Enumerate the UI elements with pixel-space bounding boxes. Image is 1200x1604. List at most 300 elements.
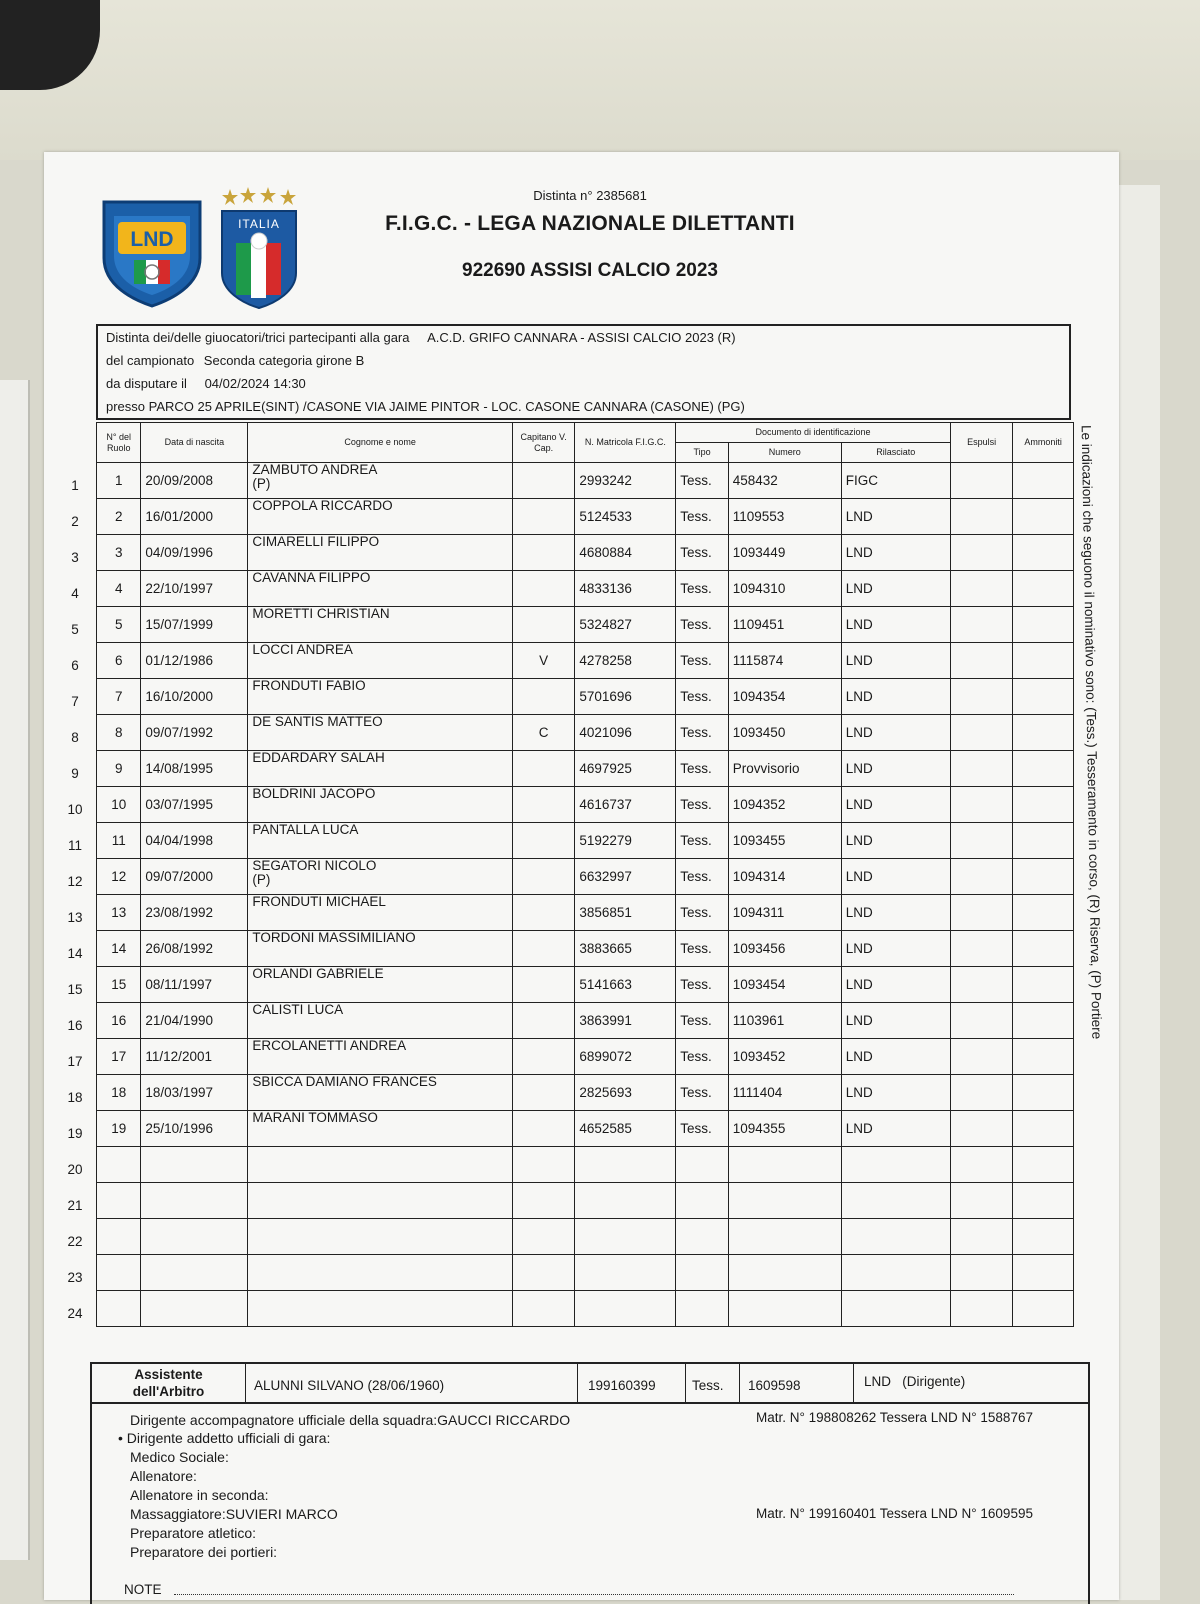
player-role-tag: (P) [252,476,271,491]
player-name: COPPOLA RICCARDO [252,498,393,513]
col-nascita: Data di nascita [141,423,248,463]
lnd-logo [100,198,204,308]
tipo-cell: Tess. [676,1111,728,1147]
ammoniti-cell [1013,1039,1074,1075]
numero-cell: 1093454 [728,967,841,1003]
assistente-tipo: Tess. [686,1364,740,1402]
table-row [97,535,1074,571]
capitano-cell [512,679,575,715]
tipo-cell: Tess. [676,931,728,967]
row-number: 17 [67,1054,83,1069]
note-line [174,1594,1014,1595]
nascita-cell: 16/10/2000 [141,679,248,715]
numero-cell: 1093450 [728,715,841,751]
ruolo-cell: 16 [97,1003,141,1039]
col-matricola: N. Matricola F.I.G.C. [575,423,676,463]
empty-cell [97,1219,141,1255]
table-row [97,1111,1074,1147]
numero-cell: 1109451 [728,607,841,643]
player-role-tag: (P) [252,872,271,887]
empty-cell [575,1147,676,1183]
empty-cell [841,1183,950,1219]
campionato-value: Seconda categoria girone B [203,353,365,368]
nome-cell [248,823,512,859]
numero-cell: Provvisorio [728,751,841,787]
matricola-cell: 5141663 [575,967,676,1003]
espulsi-cell [950,967,1013,1003]
empty-cell [676,1147,728,1183]
capitano-cell: C [512,715,575,751]
numero-cell: 458432 [728,463,841,499]
assistente-rilasciato: LND (Dirigente) [864,1374,966,1389]
capitano-cell [512,1003,575,1039]
ammoniti-cell [1013,499,1074,535]
ammoniti-cell [1013,463,1074,499]
nome-cell [248,859,512,895]
row-number: 15 [67,982,83,997]
nascita-cell: 08/11/1997 [141,967,248,1003]
numero-cell: 1093455 [728,823,841,859]
nome-cell [248,607,512,643]
tipo-cell: Tess. [676,463,728,499]
espulsi-cell [950,607,1013,643]
nascita-cell: 25/10/1996 [141,1111,248,1147]
row-number: 4 [71,586,79,601]
matricola-cell: 5124533 [575,499,676,535]
espulsi-cell [950,1075,1013,1111]
ammoniti-cell [1013,751,1074,787]
nascita-cell: 14/08/1995 [141,751,248,787]
numero-cell: 1094310 [728,571,841,607]
matricola-cell: 4278258 [575,643,676,679]
empty-cell [841,1291,950,1327]
rilasciato-cell: LND [841,679,950,715]
matricola-cell: 4680884 [575,535,676,571]
player-name: PANTALLA LUCA [252,822,359,837]
data-line [106,376,306,391]
row-number: 21 [67,1198,83,1213]
table-row [97,859,1074,895]
empty-cell [97,1255,141,1291]
ruolo-cell: 2 [97,499,141,535]
empty-cell [575,1183,676,1219]
matricola-cell: 6899072 [575,1039,676,1075]
player-name: SBICCA DAMIANO FRANCES [252,1074,437,1089]
ammoniti-cell [1013,535,1074,571]
empty-cell [512,1183,575,1219]
player-name: CIMARELLI FILIPPO [252,534,380,549]
tipo-cell: Tess. [676,679,728,715]
col-documento: Documento di identificazione [676,423,951,443]
espulsi-cell [950,499,1013,535]
nascita-cell: 18/03/1997 [141,1075,248,1111]
nascita-cell: 15/07/1999 [141,607,248,643]
numero-cell: 1109553 [728,499,841,535]
nome-cell [248,463,512,499]
empty-cell [950,1255,1013,1291]
table-row [97,643,1074,679]
rilasciato-cell: LND [841,931,950,967]
empty-row [97,1255,1074,1291]
empty-cell [97,1291,141,1327]
ruolo-cell: 11 [97,823,141,859]
assistente-nome: ALUNNI SILVANO (28/06/1960) [246,1364,578,1402]
tipo-cell: Tess. [676,823,728,859]
numero-cell: 1111404 [728,1075,841,1111]
empty-cell [728,1183,841,1219]
espulsi-cell [950,535,1013,571]
background-wall [0,0,1200,160]
table-row [97,823,1074,859]
ruolo-cell: 4 [97,571,141,607]
espulsi-cell [950,1039,1013,1075]
numero-cell: 1094354 [728,679,841,715]
row-number: 2 [71,514,79,529]
player-name: FRONDUTI MICHAEL [252,894,386,909]
player-name: MARANI TOMMASO [252,1110,378,1125]
espulsi-cell [950,643,1013,679]
row-number-column [58,466,92,1330]
nome-cell [248,679,512,715]
matricola-cell: 4021096 [575,715,676,751]
player-name: EDDARDARY SALAH [252,750,385,765]
matricola-cell: 4652585 [575,1111,676,1147]
empty-cell [841,1147,950,1183]
empty-cell [950,1291,1013,1327]
numero-cell: 1093456 [728,931,841,967]
empty-row [97,1219,1074,1255]
player-name: ORLANDI GABRIELE [252,966,384,981]
row-number: 18 [67,1090,83,1105]
empty-cell [512,1291,575,1327]
empty-cell [141,1291,248,1327]
stars-icon [222,187,296,205]
addetto-text: • Dirigente addetto ufficiali di gara: [118,1430,331,1446]
nascita-cell: 26/08/1992 [141,931,248,967]
row-number: 7 [71,694,79,709]
table-row [97,1003,1074,1039]
empty-cell [1013,1219,1074,1255]
numero-cell: 1093449 [728,535,841,571]
ruolo-cell: 15 [97,967,141,1003]
row-number: 14 [67,946,83,961]
tipo-cell: Tess. [676,1075,728,1111]
empty-cell [728,1219,841,1255]
row-number: 10 [67,802,83,817]
ammoniti-cell [1013,859,1074,895]
nome-cell [248,499,512,535]
empty-cell [575,1219,676,1255]
gara-line [106,330,736,345]
espulsi-cell [950,823,1013,859]
empty-cell [512,1255,575,1291]
table-row [97,679,1074,715]
espulsi-cell [950,931,1013,967]
row-number: 20 [67,1162,83,1177]
nascita-cell: 11/12/2001 [141,1039,248,1075]
dirigente-text: Dirigente accompagnatore ufficiale della squadra:GAUCCI RICCARDO [130,1412,571,1428]
player-name: CAVANNA FILIPPO [252,570,371,585]
note-label: NOTE [124,1582,162,1597]
nome-cell [248,1075,512,1111]
table-row [97,967,1074,1003]
ruolo-cell: 9 [97,751,141,787]
col-ammoniti: Ammoniti [1013,423,1074,463]
capitano-cell [512,499,575,535]
distinta-number: Distinta n° 2385681 [533,188,647,203]
side-legend: Le indicazioni che seguono il nominativo sono: (Tess.) Tesseramento in corso, (R) Riserva, (P) Portiere [1078,424,1105,1040]
preparatore-text: Preparatore atletico: [130,1525,257,1541]
row-number: 13 [67,910,83,925]
rilasciato-cell: LND [841,859,950,895]
tipo-cell: Tess. [676,607,728,643]
ruolo-cell: 1 [97,463,141,499]
player-name: LOCCI ANDREA [252,642,353,657]
preparatore-portieri-text: Preparatore dei portieri: [130,1544,278,1560]
numero-cell: 1115874 [728,643,841,679]
empty-cell [248,1219,512,1255]
empty-cell [575,1291,676,1327]
campionato-label: del campionato [106,353,195,368]
capitano-cell [512,1111,575,1147]
empty-cell [1013,1291,1074,1327]
table-row [97,931,1074,967]
nome-cell [248,1111,512,1147]
espulsi-cell [950,571,1013,607]
rilasciato-cell: LND [841,607,950,643]
assistente-matricola: 199160399 [578,1364,686,1402]
empty-cell [248,1183,512,1219]
matricola-cell: 5324827 [575,607,676,643]
matricola-cell: 4616737 [575,787,676,823]
rilasciato-cell: LND [841,895,950,931]
tipo-cell: Tess. [676,751,728,787]
player-name: BOLDRINI JACOPO [252,786,376,801]
espulsi-cell [950,751,1013,787]
empty-cell [1013,1255,1074,1291]
espulsi-cell [950,1003,1013,1039]
campionato-line [106,353,364,368]
empty-row [97,1291,1074,1327]
empty-cell [1013,1147,1074,1183]
row-number: 24 [67,1306,83,1321]
tipo-cell: Tess. [676,1039,728,1075]
nome-cell [248,931,512,967]
nascita-cell: 04/09/1996 [141,535,248,571]
background-paper-edge [1118,185,1160,1600]
rilasciato-cell: LND [841,715,950,751]
team-title: 922690 ASSISI CALCIO 2023 [462,260,718,281]
empty-cell [728,1255,841,1291]
row-number: 23 [67,1270,83,1285]
table-row [97,499,1074,535]
espulsi-cell [950,859,1013,895]
player-name: DE SANTIS MATTEO [252,714,383,729]
ammoniti-cell [1013,1111,1074,1147]
capitano-cell [512,607,575,643]
row-number: 1 [71,478,79,493]
ruolo-cell: 17 [97,1039,141,1075]
empty-cell [841,1219,950,1255]
tipo-cell: Tess. [676,895,728,931]
player-name: ZAMBUTO ANDREA [252,462,378,477]
ruolo-cell: 5 [97,607,141,643]
row-number: 8 [71,730,79,745]
nome-cell [248,1003,512,1039]
matricola-cell: 3883665 [575,931,676,967]
capitano-cell [512,463,575,499]
empty-cell [728,1291,841,1327]
table-row [97,571,1074,607]
tipo-cell: Tess. [676,499,728,535]
assistente-numero: 1609598 [740,1364,854,1402]
nascita-cell: 04/04/1998 [141,823,248,859]
assistente-label: Assistente dell'Arbitro [92,1364,246,1402]
rilasciato-cell: FIGC [841,463,950,499]
empty-cell [248,1255,512,1291]
rilasciato-cell: LND [841,1003,950,1039]
numero-cell: 1093452 [728,1039,841,1075]
gara-value: A.C.D. GRIFO CANNARA - ASSISI CALCIO 2023 (R) [427,330,736,345]
nascita-cell: 23/08/1992 [141,895,248,931]
nascita-cell: 20/09/2008 [141,463,248,499]
nascita-cell: 03/07/1995 [141,787,248,823]
tipo-cell: Tess. [676,643,728,679]
data-label: da disputare il [106,376,187,391]
empty-cell [1013,1183,1074,1219]
ammoniti-cell [1013,895,1074,931]
player-name: FRONDUTI FABIO [252,678,366,693]
numero-cell: 1094311 [728,895,841,931]
ammoniti-cell [1013,607,1074,643]
col-rilasciato: Rilasciato [841,443,950,463]
ruolo-cell: 12 [97,859,141,895]
espulsi-cell [950,1111,1013,1147]
matricola-cell: 6632997 [575,859,676,895]
nascita-cell: 09/07/2000 [141,859,248,895]
numero-cell: 1103961 [728,1003,841,1039]
ammoniti-cell [1013,571,1074,607]
nome-cell [248,1039,512,1075]
empty-row [97,1183,1074,1219]
empty-cell [97,1183,141,1219]
espulsi-cell [950,787,1013,823]
espulsi-cell [950,679,1013,715]
empty-cell [676,1291,728,1327]
tipo-cell: Tess. [676,859,728,895]
numero-cell: 1094352 [728,787,841,823]
matricola-cell: 5192279 [575,823,676,859]
ammoniti-cell [1013,643,1074,679]
nascita-cell: 09/07/1992 [141,715,248,751]
empty-cell [841,1255,950,1291]
table-row [97,751,1074,787]
table-row [97,895,1074,931]
table-row [97,1075,1074,1111]
rilasciato-cell: LND [841,1039,950,1075]
row-number: 9 [71,766,79,781]
espulsi-cell [950,715,1013,751]
capitano-cell [512,535,575,571]
empty-cell [512,1219,575,1255]
ammoniti-cell [1013,931,1074,967]
empty-cell [950,1147,1013,1183]
nome-cell [248,751,512,787]
rilasciato-cell: LND [841,751,950,787]
tipo-cell: Tess. [676,571,728,607]
espulsi-cell [950,463,1013,499]
empty-cell [248,1147,512,1183]
player-name: CALISTI LUCA [252,1002,344,1017]
row-number: 16 [67,1018,83,1033]
empty-cell [141,1183,248,1219]
numero-cell: 1094314 [728,859,841,895]
empty-cell [950,1219,1013,1255]
empty-cell [141,1147,248,1183]
match-info-box [96,324,1071,420]
matricola-cell: 5701696 [575,679,676,715]
nome-cell [248,715,512,751]
matricola-cell: 4697925 [575,751,676,787]
allenatore-text: Allenatore: [130,1468,197,1484]
ammoniti-cell [1013,967,1074,1003]
col-capitano: Capitano V. Cap. [512,423,575,463]
assistente-row [90,1362,1090,1404]
player-name: SEGATORI NICOLO [252,858,377,873]
table-row [97,787,1074,823]
table-row [97,607,1074,643]
lnd-logo-text: LND [130,228,174,251]
empty-cell [950,1183,1013,1219]
nome-cell [248,895,512,931]
empty-cell [676,1219,728,1255]
nascita-cell: 01/12/1986 [141,643,248,679]
tipo-cell: Tess. [676,535,728,571]
row-number: 6 [71,658,79,673]
rilasciato-cell: LND [841,967,950,1003]
ammoniti-cell [1013,679,1074,715]
capitano-cell: V [512,643,575,679]
matricola-cell: 2993242 [575,463,676,499]
ammoniti-cell [1013,1075,1074,1111]
massaggiatore-text: Massaggiatore:SUVIERI MARCO [130,1506,338,1522]
empty-cell [512,1147,575,1183]
ruolo-cell: 10 [97,787,141,823]
player-name: TORDONI MASSIMILIANO [252,930,416,945]
capitano-cell [512,931,575,967]
data-value: 04/02/2024 14:30 [204,376,306,391]
nascita-cell: 21/04/1990 [141,1003,248,1039]
table-row [97,463,1074,499]
capitano-cell [512,751,575,787]
ruolo-cell: 19 [97,1111,141,1147]
rilasciato-cell: LND [841,571,950,607]
ammoniti-cell [1013,715,1074,751]
col-nome: Cognome e nome [248,423,512,463]
empty-cell [141,1219,248,1255]
ruolo-cell: 14 [97,931,141,967]
nome-cell [248,643,512,679]
row-number: 12 [67,874,83,889]
matricola-cell: 4833136 [575,571,676,607]
empty-cell [676,1183,728,1219]
allenatore2-text: Allenatore in seconda: [130,1487,269,1503]
tipo-cell: Tess. [676,715,728,751]
ruolo-cell: 6 [97,643,141,679]
gara-label: Distinta dei/delle giuocatori/trici partecipanti alla gara [106,330,410,345]
matricola-cell: 2825693 [575,1075,676,1111]
italia-logo-text: ITALIA [238,217,280,231]
